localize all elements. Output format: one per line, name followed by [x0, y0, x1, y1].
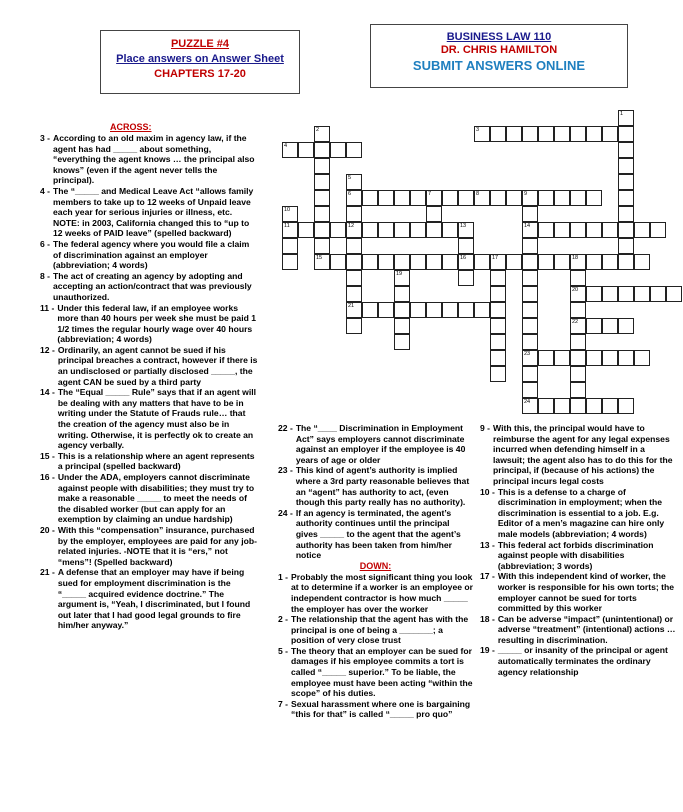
- clue-item: [278, 614, 473, 646]
- grid-cell[interactable]: [442, 302, 458, 318]
- grid-cell[interactable]: [490, 350, 506, 366]
- grid-cell[interactable]: [586, 222, 602, 238]
- puzzle-title: PUZZLE #4: [170, 38, 230, 50]
- grid-cell[interactable]: [618, 254, 634, 270]
- clue-item: [40, 133, 258, 186]
- grid-cell[interactable]: [394, 334, 410, 350]
- grid-cell[interactable]: [618, 190, 634, 206]
- grid-cell[interactable]: [522, 366, 538, 382]
- clue-item: [278, 465, 473, 507]
- grid-cell[interactable]: [474, 254, 490, 270]
- grid-cell[interactable]: [634, 350, 650, 366]
- grid-clue-number: 2: [316, 127, 320, 133]
- grid-cell[interactable]: [474, 302, 490, 318]
- clue-number: 15 -: [40, 450, 55, 461]
- grid-cell[interactable]: [314, 142, 330, 158]
- grid-cell[interactable]: [586, 286, 602, 302]
- grid-cell[interactable]: [618, 206, 634, 222]
- clue-text: The “____ Discrimination in Employment Act” says employers cannot discriminate against an employer if the employee is 40 years of age or older: [295, 423, 466, 465]
- clue-number: 14 -: [40, 387, 55, 398]
- grid-cell[interactable]: [602, 222, 618, 238]
- grid-cell[interactable]: [362, 222, 378, 238]
- grid-cell[interactable]: [602, 126, 618, 142]
- grid-cell[interactable]: [394, 190, 410, 206]
- grid-cell[interactable]: [490, 270, 506, 286]
- grid-clue-number: 15: [316, 255, 323, 261]
- grid-clue-number: 23: [524, 351, 531, 357]
- across-clues-column: [40, 122, 258, 631]
- grid-cell[interactable]: [538, 126, 554, 142]
- clue-number: 17 -: [480, 571, 495, 582]
- grid-cell[interactable]: [538, 398, 554, 414]
- clue-text: If an agency is terminated, the agent’s authority continues until the principal gives _____ to the agent that the agent’s authority has been taken from him/her notice: [295, 507, 461, 561]
- clue-text: Probably the most significant thing you look at to determine if a worker is an employee or independent contractor is how much _____ the employer has over the worker: [291, 571, 473, 614]
- clue-item: [278, 572, 473, 614]
- grid-cell[interactable]: [618, 398, 634, 414]
- clue-item: [480, 645, 676, 677]
- down-heading: DOWN:: [359, 560, 392, 571]
- across-clue-list: [40, 133, 258, 631]
- grid-cell[interactable]: [586, 318, 602, 334]
- grid-cell[interactable]: [554, 254, 570, 270]
- chapters: CHAPTERS 17-20: [154, 68, 246, 80]
- down-clue-list: [278, 572, 473, 720]
- clue-number: 2 -: [278, 614, 289, 625]
- grid-cell[interactable]: [618, 350, 634, 366]
- grid-cell[interactable]: [378, 190, 394, 206]
- grid-cell[interactable]: [602, 398, 618, 414]
- grid-cell[interactable]: [666, 286, 682, 302]
- grid-clue-number: 19: [396, 271, 403, 277]
- grid-cell[interactable]: [298, 222, 314, 238]
- clue-text: This kind of agent’s authority is implied where a 3rd party reasonable believes that an “agent” has authority to act, (even though this party really has no authority).: [295, 465, 470, 508]
- clue-item: [278, 423, 473, 465]
- grid-cell[interactable]: [490, 318, 506, 334]
- grid-cell[interactable]: [618, 222, 634, 238]
- middle-clues-column: [278, 423, 473, 720]
- clue-number: 10 -: [480, 486, 495, 497]
- grid-cell[interactable]: [570, 398, 586, 414]
- grid-cell[interactable]: [314, 238, 330, 254]
- clue-text: This is a defense to a charge of discrimination in employment; when the discrimination is essential to a job. E.g. Editor of a men’s magazine can hire only male models (abbreviation; 4 words): [497, 486, 665, 539]
- clue-item: [40, 345, 258, 387]
- clue-number: 21 -: [40, 567, 55, 578]
- right-clues-column: [480, 423, 676, 677]
- grid-cell[interactable]: [602, 318, 618, 334]
- grid-cell[interactable]: [618, 158, 634, 174]
- clue-item: [40, 239, 258, 271]
- grid-cell[interactable]: [394, 286, 410, 302]
- grid-cell[interactable]: [490, 190, 506, 206]
- clue-item: [40, 451, 258, 472]
- course-name: BUSINESS LAW 110: [446, 31, 552, 43]
- grid-clue-number: 7: [428, 191, 432, 197]
- clue-text: Under this federal law, if an employee works more than 40 hours per week she must be paid 1 1/2 times the regular hourly wage over 40 hours (abbreviation; 4 words): [57, 302, 257, 345]
- grid-clue-number: 12: [348, 223, 355, 229]
- grid-cell[interactable]: [458, 302, 474, 318]
- grid-cell[interactable]: [570, 350, 586, 366]
- grid-cell[interactable]: [330, 142, 346, 158]
- grid-cell[interactable]: [314, 206, 330, 222]
- grid-cell[interactable]: [554, 398, 570, 414]
- instructor-name: DR. CHRIS HAMILTON: [440, 44, 558, 56]
- clue-text: The theory that an employer can be sued for damages if his employee commits a tort is called “_____ superior.” To be liable, the employee must have been acting “within the scope” of his duties.: [291, 645, 473, 699]
- grid-cell[interactable]: [394, 222, 410, 238]
- clue-item: [40, 567, 258, 631]
- clue-item: [40, 525, 258, 567]
- clue-text: A defense that an employer may have if being sued for employment discrimination is the “_____ acquired evidence doctrine.” The argument is, “Yeah, I discriminated, but I found out later that I had good legal grounds to fire him/her anyway.”: [57, 567, 251, 631]
- grid-cell[interactable]: [394, 254, 410, 270]
- grid-cell[interactable]: [586, 126, 602, 142]
- clue-text: _____ or insanity of the principal or agent automatically terminates the ordinary agency relationship: [497, 645, 668, 677]
- grid-cell[interactable]: [506, 190, 522, 206]
- grid-clue-number: 20: [572, 287, 579, 293]
- grid-cell[interactable]: [314, 158, 330, 174]
- grid-cell[interactable]: [570, 302, 586, 318]
- grid-cell[interactable]: [522, 254, 538, 270]
- grid-cell[interactable]: [378, 222, 394, 238]
- grid-cell[interactable]: [330, 254, 346, 270]
- clue-item: [480, 571, 676, 613]
- clue-number: 6 -: [40, 238, 51, 249]
- clue-text: This is a relationship where an agent represents a principal (spelled backward): [57, 450, 255, 472]
- grid-clue-number: 4: [284, 143, 288, 149]
- grid-cell[interactable]: [458, 238, 474, 254]
- clue-number: 11 -: [40, 302, 55, 313]
- clue-text: This federal act forbids discrimination against people with disabilities (abbreviation; 3 words): [497, 539, 654, 571]
- grid-clue-number: 17: [492, 255, 499, 261]
- grid-cell[interactable]: [458, 190, 474, 206]
- grid-cell[interactable]: [538, 254, 554, 270]
- clue-item: [278, 508, 473, 561]
- clue-item: [278, 646, 473, 699]
- grid-cell[interactable]: [570, 382, 586, 398]
- clue-number: 23 -: [278, 465, 293, 476]
- grid-cell[interactable]: [554, 126, 570, 142]
- clue-number: 5 -: [278, 645, 289, 656]
- grid-cell[interactable]: [554, 350, 570, 366]
- clue-text: With this, the principal would have to reimburse the agent for any legal expenses incurred when defending himself in a lawsuit; the agent also has to do this for the principal, if (because of his actions) the principal incurs legal costs: [493, 423, 673, 486]
- grid-clue-number: 5: [348, 175, 352, 181]
- clue-text: According to an old maxim in agency law, if the agent has had _____ about something, “everything the agent knows … the principal also knows” (even if the agent never tells the principal).: [53, 133, 255, 186]
- grid-cell[interactable]: [346, 142, 362, 158]
- grid-cell[interactable]: [538, 190, 554, 206]
- grid-cell[interactable]: [362, 254, 378, 270]
- grid-cell[interactable]: [618, 126, 634, 142]
- grid-cell[interactable]: [346, 286, 362, 302]
- grid-clue-number: 21: [348, 303, 355, 309]
- grid-clue-number: 18: [572, 255, 579, 261]
- clue-text: With this independent kind of worker, the worker is responsible for his own torts; the employer cannot be sued for torts committed by this worker: [497, 571, 675, 614]
- grid-cell[interactable]: [522, 286, 538, 302]
- grid-cell[interactable]: [586, 350, 602, 366]
- clue-text: Ordinarily, an agent cannot be sued if his principal breaches a contract, however if there is an undisclosed or partially disclosed _____, the agent CAN be sued by a third party: [57, 344, 258, 387]
- grid-cell[interactable]: [618, 286, 634, 302]
- grid-cell[interactable]: [410, 302, 426, 318]
- grid-cell[interactable]: [570, 366, 586, 382]
- grid-cell[interactable]: [426, 206, 442, 222]
- grid-clue-number: 10: [284, 207, 291, 213]
- grid-cell[interactable]: [522, 318, 538, 334]
- grid-cell[interactable]: [618, 174, 634, 190]
- grid-cell[interactable]: [346, 206, 362, 222]
- clue-text: The relationship that the agent has with the principal is one of being a _______; a position of very close trust: [291, 614, 469, 646]
- submit-notice: SUBMIT ANSWERS ONLINE: [412, 58, 586, 73]
- grid-cell[interactable]: [442, 190, 458, 206]
- grid-clue-number: 3: [476, 127, 480, 133]
- grid-cell[interactable]: [522, 126, 538, 142]
- clue-number: 4 -: [40, 185, 51, 196]
- grid-clue-number: 13: [460, 223, 467, 229]
- clue-number: 12 -: [40, 344, 55, 355]
- grid-clue-number: 9: [524, 191, 528, 197]
- grid-cell[interactable]: [570, 334, 586, 350]
- grid-cell[interactable]: [346, 318, 362, 334]
- grid-cell[interactable]: [602, 254, 618, 270]
- grid-cell[interactable]: [618, 318, 634, 334]
- across-clue-list-continued: [278, 423, 473, 561]
- grid-cell[interactable]: [410, 254, 426, 270]
- clue-text: The “_____ and Medical Leave Act “allows family members to take up to 12 weeks of Unpaid leave each year for serious injuries or illness, etc. NOTE: in 2003, California changed this to “up to 12 weeks of PAID leave” (spelled backward): [53, 185, 254, 239]
- grid-cell[interactable]: [554, 222, 570, 238]
- grid-cell[interactable]: [570, 190, 586, 206]
- grid-clue-number: 1: [620, 111, 624, 117]
- clue-number: 9 -: [480, 423, 491, 433]
- grid-cell[interactable]: [490, 334, 506, 350]
- clue-number: 19 -: [480, 645, 495, 656]
- grid-cell[interactable]: [586, 398, 602, 414]
- clue-text: The federal agency where you would file a claim of discrimination against an employer (abbreviation; 4 words): [53, 238, 250, 271]
- grid-cell[interactable]: [522, 334, 538, 350]
- clue-item: [40, 303, 258, 345]
- clue-item: [480, 614, 676, 646]
- grid-cell[interactable]: [570, 222, 586, 238]
- grid-cell[interactable]: [346, 254, 362, 270]
- clue-item: [480, 423, 676, 487]
- clue-item: [40, 387, 258, 451]
- grid-cell[interactable]: [522, 382, 538, 398]
- grid-cell[interactable]: [426, 254, 442, 270]
- grid-cell[interactable]: [490, 302, 506, 318]
- clue-number: 8 -: [40, 270, 51, 281]
- grid-cell[interactable]: [394, 318, 410, 334]
- grid-cell[interactable]: [298, 142, 314, 158]
- grid-cell[interactable]: [522, 302, 538, 318]
- grid-cell[interactable]: [394, 302, 410, 318]
- grid-cell[interactable]: [330, 222, 346, 238]
- clue-number: 1 -: [278, 571, 289, 582]
- grid-cell[interactable]: [490, 286, 506, 302]
- clue-item: [40, 472, 258, 525]
- grid-cell[interactable]: [650, 222, 666, 238]
- instructions: Place answers on Answer Sheet: [116, 53, 284, 65]
- grid-cell[interactable]: [410, 190, 426, 206]
- grid-cell[interactable]: [282, 254, 298, 270]
- grid-cell[interactable]: [570, 270, 586, 286]
- clue-text: Sexual harassment where one is bargaining “this for that” is called “_____ pro quo”: [291, 698, 471, 720]
- grid-cell[interactable]: [602, 286, 618, 302]
- clue-number: 18 -: [480, 613, 495, 624]
- grid-cell[interactable]: [346, 238, 362, 254]
- grid-cell[interactable]: [586, 190, 602, 206]
- grid-cell[interactable]: [522, 238, 538, 254]
- clue-number: 3 -: [40, 133, 51, 143]
- grid-cell[interactable]: [490, 366, 506, 382]
- grid-cell[interactable]: [362, 190, 378, 206]
- grid-cell[interactable]: [314, 222, 330, 238]
- grid-cell[interactable]: [618, 142, 634, 158]
- grid-cell[interactable]: [522, 270, 538, 286]
- grid-cell[interactable]: [538, 350, 554, 366]
- clue-item: [40, 271, 258, 303]
- grid-cell[interactable]: [442, 222, 458, 238]
- grid-clue-number: 22: [572, 319, 579, 325]
- grid-cell[interactable]: [426, 222, 442, 238]
- clue-item: [40, 186, 258, 239]
- grid-cell[interactable]: [538, 222, 554, 238]
- grid-clue-number: 16: [460, 255, 467, 261]
- grid-clue-number: 14: [524, 223, 531, 229]
- clue-number: 20 -: [40, 524, 55, 535]
- across-heading: ACROSS:: [110, 122, 152, 132]
- grid-cell[interactable]: [554, 190, 570, 206]
- grid-cell[interactable]: [426, 302, 442, 318]
- clue-text: Can be adverse “impact” (unintentional) or adverse “treatment” (intentional) actions … resulting in discrimination.: [497, 613, 676, 645]
- grid-clue-number: 11: [284, 223, 290, 229]
- clue-number: 22 -: [278, 423, 293, 433]
- clue-item: [278, 699, 473, 720]
- grid-cell[interactable]: [570, 126, 586, 142]
- clue-number: 13 -: [480, 539, 495, 550]
- grid-cell[interactable]: [346, 270, 362, 286]
- grid-cell[interactable]: [314, 174, 330, 190]
- grid-cell[interactable]: [282, 238, 298, 254]
- grid-cell[interactable]: [634, 286, 650, 302]
- grid-cell[interactable]: [506, 126, 522, 142]
- grid-clue-number: 24: [524, 399, 531, 405]
- grid-cell[interactable]: [362, 302, 378, 318]
- grid-cell[interactable]: [586, 254, 602, 270]
- grid-cell[interactable]: [314, 190, 330, 206]
- grid-cell[interactable]: [506, 254, 522, 270]
- grid-cell[interactable]: [410, 222, 426, 238]
- clue-item: [480, 540, 676, 572]
- grid-clue-number: 6: [348, 191, 352, 197]
- grid-cell[interactable]: [522, 206, 538, 222]
- grid-cell[interactable]: [490, 126, 506, 142]
- grid-cell[interactable]: [634, 222, 650, 238]
- down-clue-list-continued: [480, 423, 676, 677]
- grid-cell[interactable]: [618, 238, 634, 254]
- grid-cell[interactable]: [442, 254, 458, 270]
- grid-cell[interactable]: [602, 350, 618, 366]
- grid-cell[interactable]: [378, 302, 394, 318]
- grid-cell[interactable]: [378, 254, 394, 270]
- grid-cell[interactable]: [650, 286, 666, 302]
- clue-number: 16 -: [40, 472, 55, 482]
- grid-cell[interactable]: [634, 254, 650, 270]
- clue-text: With this “compensation” insurance, purchased by the employer, employees are paid for any job-related injuries. -NOTE that it is “ers,” not “mens”! (Spelled backward): [57, 524, 257, 567]
- clue-item: [480, 487, 676, 540]
- grid-clue-number: 8: [476, 191, 480, 197]
- clue-text: The “Equal _____ Rule” says that if an agent will be dealing with any matters that have to be in writing under the Statute of Frauds rule… that the creation of the agency must also be in writing. Otherwise, it is perfectly ok to create an agency verbally.: [57, 387, 257, 451]
- clue-number: 24 -: [278, 507, 293, 518]
- grid-cell[interactable]: [458, 270, 474, 286]
- clue-number: 7 -: [278, 698, 289, 709]
- clue-text: The act of creating an agency by adopting and accepting an action/contract that was previously unauthorized.: [53, 270, 252, 302]
- clue-text: Under the ADA, employers cannot discriminate against people with disabilities; they must try to make a reasonable _____ to meet the needs of the disabled worker (but can apply for an exemption by claiming an undue hardship): [57, 472, 255, 525]
